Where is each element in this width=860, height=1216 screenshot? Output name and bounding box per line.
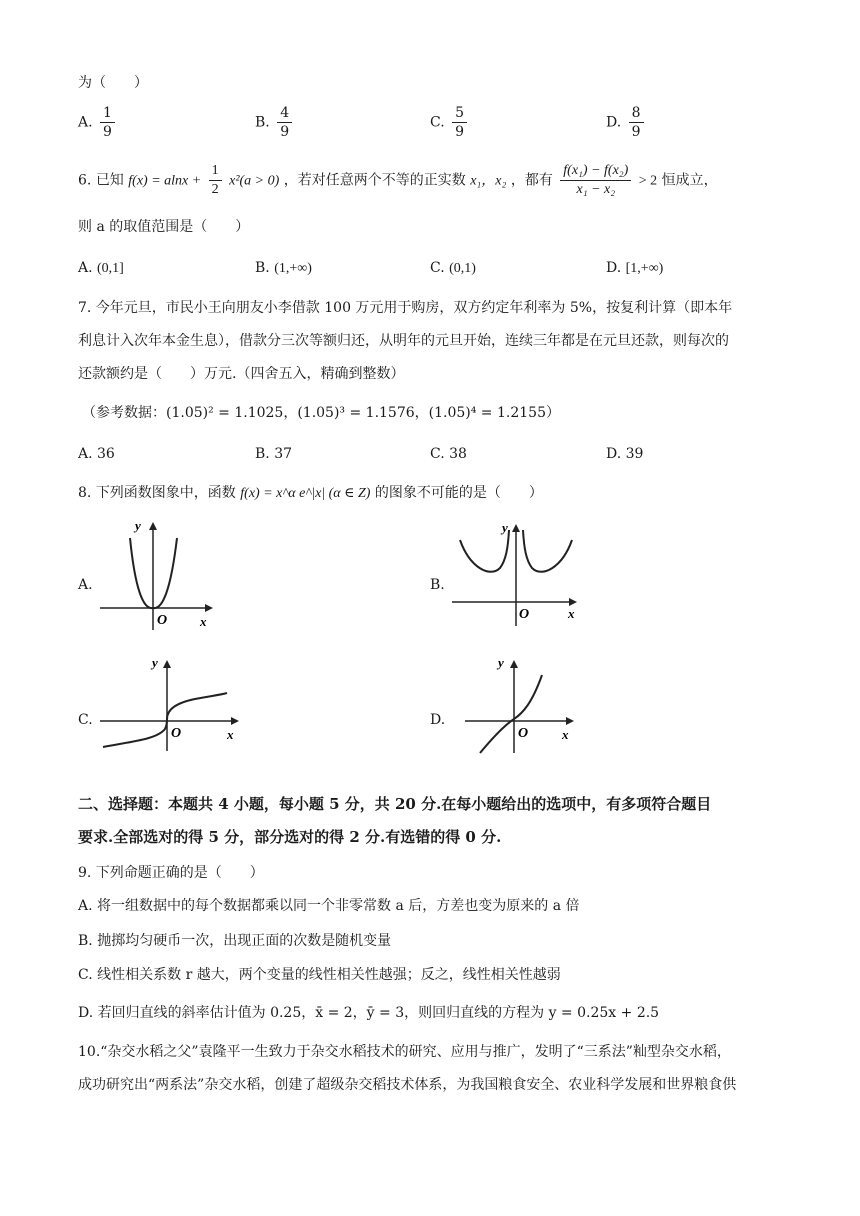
q5-tail: 为（ ） [78,75,148,91]
origin-label: O [171,726,182,741]
origin-label: O [518,726,529,741]
fraction: $\frac{8}{9}$ [629,104,644,141]
y-axis-label: y [498,655,504,670]
graph-label-a: A. [78,577,93,593]
q5-option-c: C. $\frac{5}{9}$ [430,104,470,141]
q10-line1: 10.“杂交水稻之父”袁隆平一生致力于杂交水稻技术的研究、应用与推广，发明了“三系法”籼型杂交水稻， [78,1044,731,1060]
q7-line3: 还款额约是（ ）万元.（四舍五入，精确到整数） [78,366,405,382]
fraction: $\frac{1}{9}$ [100,104,115,141]
y-axis-label: y [152,655,158,670]
x-axis-label: x [227,727,234,742]
fraction: $\frac{5}{9}$ [452,104,467,141]
q7-reference: （参考数据：(1.05)² = 1.1025，(1.05)³ = 1.1576，(1.05)⁴ = 1.2155） [82,405,560,421]
x-axis-label: x [200,614,207,629]
q5-option-a: A. $\frac{1}{9}$ [78,104,118,141]
q6-option-b: B. (1,+∞) [255,260,312,276]
origin-label: O [519,607,530,622]
graph-d [460,655,590,755]
section2-heading-line1: 二、选择题：本题共 4 小题，每小题 5 分，共 20 分.在每小题给出的选项中，有多项符合题目 [78,795,712,813]
q7-option-b: B. 37 [255,446,293,462]
q6-option-c: C. (0,1) [430,260,476,276]
q6-option-a: A. (0,1] [78,260,124,276]
q6-line2: 则 a 的取值范围是（ ） [78,219,250,235]
q5-option-b: B. $\frac{4}{9}$ [255,104,295,141]
q6-option-d: D. [1,+∞) [606,260,664,276]
y-axis-label: y [502,520,508,535]
q8-stem: 8. 下列函数图象中，函数 f(x) = x^α e^|x| (α ∈ Z) 的图象不可能的是（ ） [78,485,543,501]
graph-label-c: C. [78,712,93,728]
q7-option-c: C. 38 [430,446,467,462]
x-axis-label: x [562,727,569,742]
fraction: $\frac{1}{2}$ [209,162,222,199]
q9-option-b: B. 抛掷均匀硬币一次，出现正面的次数是随机变量 [78,933,392,949]
x-axis-label: x [568,606,575,621]
fraction: $\frac{4}{9}$ [277,104,292,141]
q7-option-a: A. 36 [78,446,115,462]
q10-line2: 成功研究出“两系法”杂交水稻，创建了超级杂交稻技术体系，为我国粮食安全、农业科学发展和世界粮食供 [78,1077,737,1093]
q9-option-d: D. 若回归直线的斜率估计值为 0.25，x̄ = 2，ȳ = 3，则回归直线的方程为 y = 0.25x + 2.5 [78,1005,660,1021]
q7-line1: 7. 今年元旦，市民小王向朋友小李借款 100 万元用于购房，双方约定年利率为 5%，按复利计算（即本年 [78,300,733,316]
graph-b [450,518,585,633]
graph-label-d: D. [430,712,446,728]
q9-option-a: A. 将一组数据中的每个数据都乘以同一个非零常数 a 后，方差也变为原来的 a 倍 [78,898,580,914]
section2-heading-line2: 要求.全部选对的得 5 分，部分选对的得 2 分.有选错的得 0 分. [78,828,502,846]
q7-option-d: D. 39 [606,446,644,462]
graph-label-b: B. [430,577,445,593]
fraction: $\frac{\text{f(x₁) − f(x₂)}}{\text{x₁ − x₂}}$ [560,162,631,199]
q9-option-c: C. 线性相关系数 r 越大，两个变量的线性相关性越强；反之，线性相关性越弱 [78,967,561,983]
graph-c [95,655,245,755]
q7-line2: 利息计入次年本金生息），借款分三次等额归还，从明年的元旦开始，连续三年都是在元旦还款，则每次的 [78,333,729,349]
origin-label: O [157,613,168,628]
q5-option-d: D. $\frac{8}{9}$ [606,104,647,141]
q9-stem: 9. 下列命题正确的是（ ） [78,865,264,881]
graph-a [95,518,220,633]
q6-stem: 6. 已知 f(x) = alnx + $\frac{1}{2}$ x²(a > 0) ，若对任意两个不等的正实数 x₁，x₂ ，都有 $\frac{\text{f(x₁) − f(x₂)}}{\text{x₁ − x₂}}$ > 2 恒成立， [78,163,718,197]
y-axis-label: y [135,518,141,533]
